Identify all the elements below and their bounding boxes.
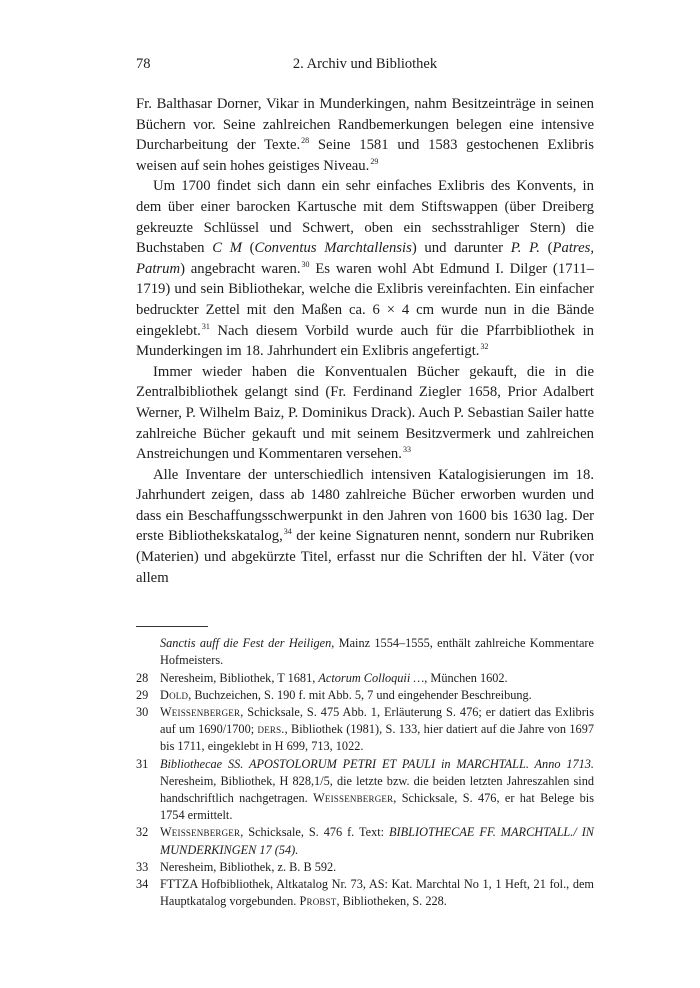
footnote-text [160, 824, 594, 858]
text-run: der keine Signaturen nennt, sondern nur Rubriken (Materien) und abgekürzte Titel, erfasst nur die Schriften der hl. Väter (vor allem [136, 528, 594, 586]
text-run: , Bibliothek (1981), S. 133, hier datiert auf die Jahre von 1697 bis 1711, eingeklebt in H 699, 713, 1022. [160, 722, 594, 754]
text-run: Fr. Balthasar Dorner, Vikar in Munderkingen, nahm Besitzeinträge in seinen Büchern vor. Seine zahlreichen Randbemerkungen belegen eine intensive Durcharbeitung der Texte. [136, 96, 594, 154]
paragraph-4 [136, 465, 594, 589]
italic-title: Bibliothecae SS. APOSTOLORUM PETRI ET PAULI in MARCHTALL. Anno 1713. [160, 756, 594, 771]
chapter-title: 2. Archiv und Bibliothek [292, 56, 438, 72]
footnote-text [160, 756, 594, 825]
footnote-number: 33 [136, 859, 149, 874]
author-name: Dold [160, 687, 189, 702]
text-run: Immer wieder haben die Konventualen Bücher gekauft, die in die Zentralbibliothek gelangt sind (Fr. Ferdinand Ziegler 1658, Prior Adalbert Werner, P. Wilhelm Baiz, P. Dominikus Drack). Auch P. Sebastian Sailer hatte zahlreiche Bücher gekauft und mit seinem Besitzvermerk und zahlreichen Anstreichungen und Kommentaren versehen. [136, 363, 594, 463]
footnote-number: 29 [136, 687, 149, 702]
text-run: , Schicksale, S. 476 f. Text: [240, 825, 390, 840]
text-run: ( [241, 240, 255, 257]
footnote-30 [136, 704, 594, 756]
paragraph-2 [136, 176, 594, 361]
paragraph-1 [136, 94, 594, 176]
footnote-text [160, 670, 594, 687]
footnote-ref-29[interactable]: 29 [370, 156, 379, 166]
footnote-28 [136, 670, 594, 687]
italic-title: BIBLIOTHECAE FF. MARCHTALL./ IN MUNDERKINGEN 17 (54). [160, 825, 594, 857]
footnotes [136, 635, 594, 910]
text-run: Es waren wohl Abt Edmund I. Dilger (1711–1719) und sein Bibliothekar, welche die Exlibris vereinfachten. Ein einfacher bedruckter Zettel mit den Maßen ca. 6 × 4 cm wurde nun in die Bände eingeklebt. [136, 260, 594, 339]
text-run: ) angebracht waren. [180, 260, 301, 277]
footnote-number: 28 [136, 670, 149, 685]
footnote-text [160, 704, 594, 756]
footnote-33 [136, 859, 594, 876]
footnote-ref-33[interactable]: 33 [402, 445, 411, 455]
footnote-number: 32 [136, 825, 149, 840]
author-name: Probst [299, 894, 337, 909]
page-number: 78 [136, 56, 151, 72]
author-name: Weissenberger [160, 705, 241, 720]
main-text [136, 94, 594, 588]
footnote-text [160, 876, 594, 910]
footnote-number: 30 [136, 705, 149, 720]
italic-title: Actorum Colloquii … [318, 670, 425, 685]
footnote-ref-31[interactable]: 31 [201, 321, 210, 331]
footnote-text [160, 687, 594, 704]
footnote-ref-30[interactable]: 30 [301, 259, 310, 269]
text-run: , München 1602. [424, 670, 508, 685]
author-name: ders. [257, 722, 285, 737]
italic-title: Sanctis auff die Fest der Heiligen [160, 636, 332, 651]
text-run: , Mainz 1554–1555, enthält zahlreiche Kommentare Hofmeisters. [160, 636, 594, 668]
text-run: Seine 1581 und 1583 gestochenen Exlibris weisen auf sein hohes geistiges Niveau. [136, 137, 594, 174]
author-name: Weissenberger [313, 791, 394, 806]
text-run: , Schicksale, S. 476, er hat Belege bis 1754 ermittelt. [160, 791, 594, 823]
book-page [136, 56, 594, 911]
text-run: Neresheim, Bibliothek, T 1681, [160, 670, 319, 685]
italic-term: Conventus Marchtallensis [254, 240, 412, 257]
text-run: FTTZA Hofbibliothek, Altkatalog Nr. 73, AS: Kat. Marchtal No 1, 1 Heft, 21 fol., dem Hauptkatalog vorgebunden. [160, 877, 594, 909]
text-run: ) und darunter [411, 240, 511, 257]
text-run: ( [539, 240, 553, 257]
text-run: Um 1700 findet sich dann ein sehr einfaches Exlibris des Konvents, in dem über einer barocken Kartusche mit dem Stiftswappen (über Dreiberg gekreuzte Schlüssel und Schwert, oben ein sechsstrahliger Stern) die Buchstaben [136, 178, 594, 257]
italic-letters: C M [212, 240, 242, 257]
footnote-29 [136, 687, 594, 704]
footnote-number: 34 [136, 877, 149, 892]
footnote-ref-28[interactable]: 28 [301, 136, 310, 146]
text-run: Alle Inventare der unterschiedlich intensiven Katalogisierungen im 18. Jahrhundert zeigen, dass ab 1480 zahlreiche Bücher erworben wurden und dass ein Beschaffungsschwerpunkt in den Jahren von 1600 bis 1630 lag. Der erste Bibliothekskatalog, [136, 466, 594, 545]
footnote-number: 31 [136, 756, 149, 771]
footnote-ref-32[interactable]: 32 [480, 342, 489, 352]
text-run: Neresheim, Bibliothek, H 828,1/5, die letzte bzw. die beiden letzten Jahreszahlen sind handschriftlich nachgetragen. [160, 773, 594, 806]
text-run: , Buchzeichen, S. 190 f. mit Abb. 5, 7 und eingehender Beschreibung. [188, 687, 532, 702]
author-name: Weissenberger [160, 825, 241, 840]
text-run: , Bibliotheken, S. 228. [336, 894, 447, 909]
footnote-34 [136, 876, 594, 910]
text-run: , Schicksale, S. 475 Abb. 1, Erläuterung S. 476; er datiert das Exlibris auf um 1690/1700; [160, 705, 594, 737]
footnote-ref-34[interactable]: 34 [283, 527, 292, 537]
footnote-text: Neresheim, Bibliothek, z. B. B 592. [160, 859, 337, 874]
running-head [136, 56, 594, 78]
text-run: Nach diesem Vorbild wurde auch für die Pfarrbibliothek in Munderkingen im 18. Jahrhundert ein Exlibris angefertigt. [136, 322, 594, 360]
paragraph-3 [136, 362, 594, 465]
italic-term: Patres, Patrum [136, 240, 594, 277]
footnote-32 [136, 824, 594, 858]
footnote-continuation [136, 635, 594, 669]
italic-letters: P. P. [510, 240, 540, 257]
footnote-divider [136, 626, 208, 627]
footnote-31 [136, 756, 594, 825]
